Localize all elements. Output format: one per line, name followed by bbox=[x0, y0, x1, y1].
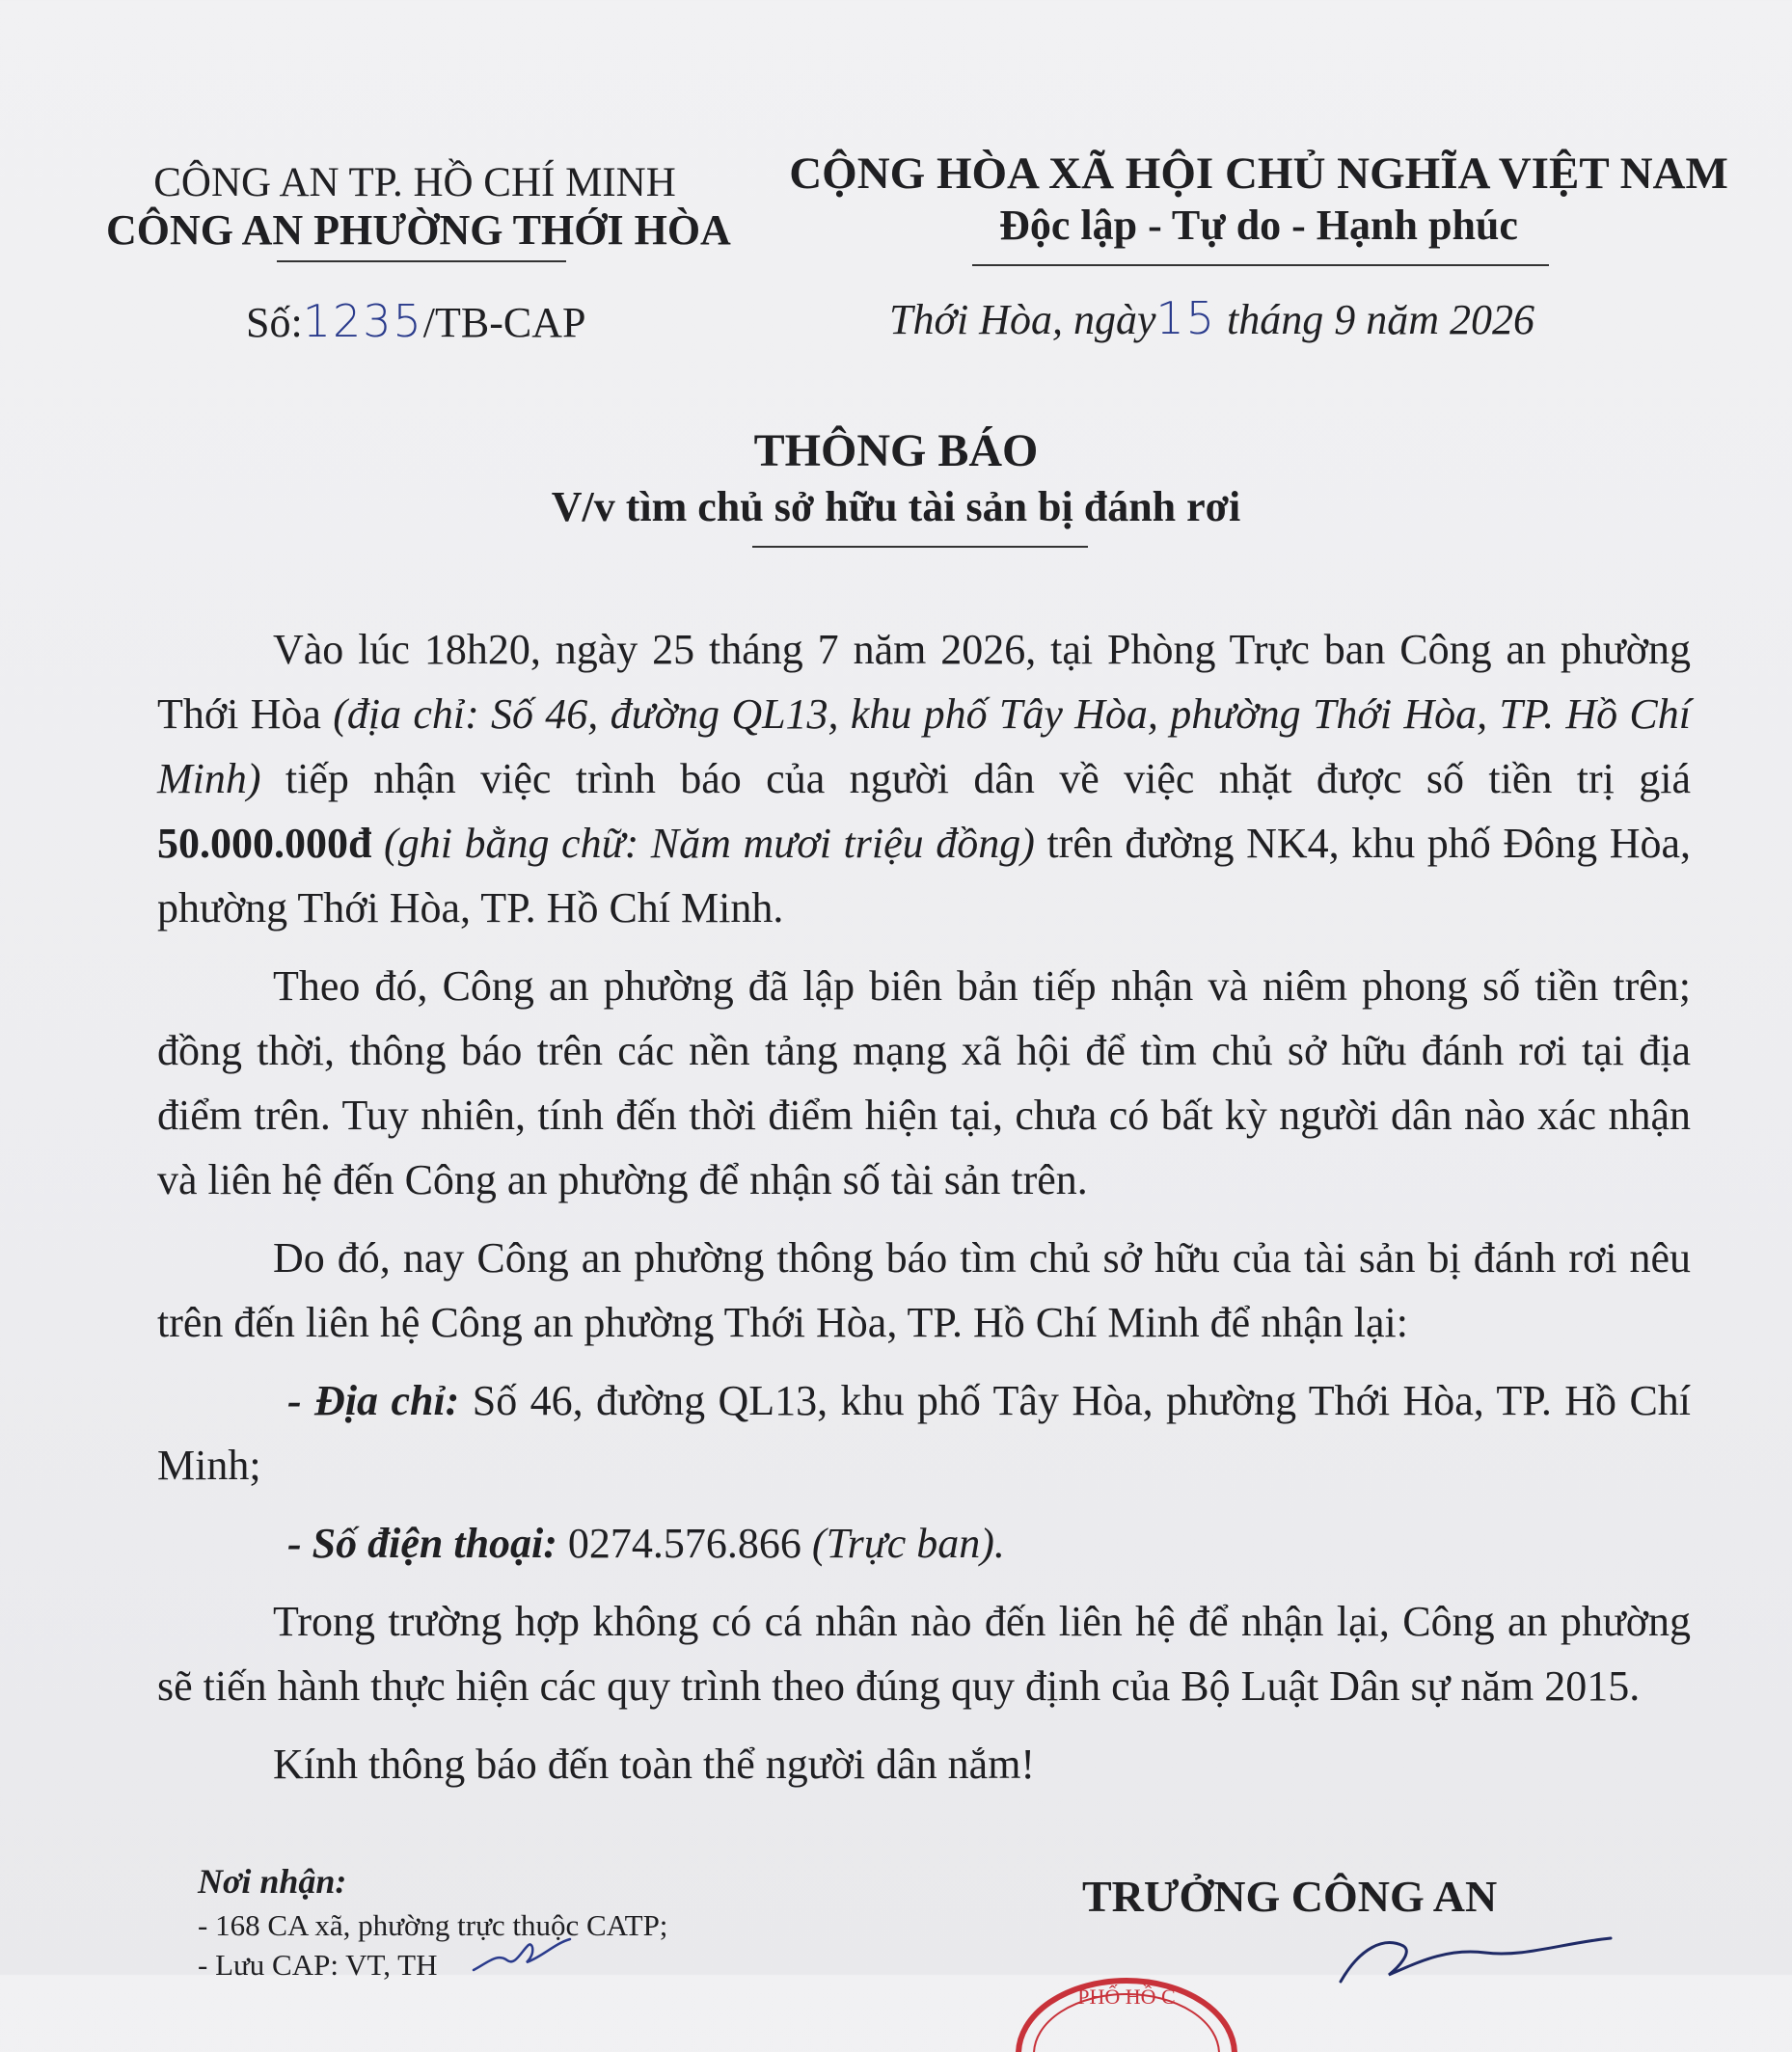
paragraph-legal: Trong trường hợp không có cá nhân nào đến liên hệ để nhận lại, Công an phường sẽ tiến hành thực hiện các quy trình theo đúng quy định của Bộ Luật Dân sự năm 2015. bbox=[157, 1598, 1691, 1710]
notice-body bbox=[157, 617, 1691, 1810]
national-title: CỘNG HÒA XÃ HỘI CHỦ NGHĨA VIỆT NAM bbox=[789, 148, 1728, 199]
date-day-handwritten: 15 bbox=[1155, 292, 1217, 344]
agency-parent: CÔNG AN TP. HỒ CHÍ MINH bbox=[153, 160, 676, 205]
paragraph-process: Theo đó, Công an phường đã lập biên bản tiếp nhận và niêm phong số tiền trên; đồng thời, thông báo trên các nền tảng mạng xã hội để tìm chủ sở hữu đánh rơi tại địa điểm trên. Tuy nhiên, tính đến thời điểm hiện tại, chưa có bất kỳ người dân nào xác nhận và liên hệ đến Công an phường để nhận số tài sản trên. bbox=[157, 962, 1691, 1203]
recipient-item: - 168 CA xã, phường trực thuộc CATP; bbox=[198, 1908, 668, 1942]
initials-signature bbox=[469, 1933, 575, 1977]
agency-underline bbox=[277, 260, 566, 262]
date-prefix: Thới Hòa, ngày bbox=[889, 296, 1156, 343]
p1-amount: 50.000.000đ bbox=[157, 820, 372, 867]
signer-title: TRƯỞNG CÔNG AN bbox=[1082, 1872, 1498, 1921]
doc-number-prefix: Số: bbox=[246, 299, 303, 346]
issue-date bbox=[889, 292, 1534, 344]
phone-value: 0274.576.866 bbox=[557, 1520, 812, 1567]
doc-number-suffix: /TB-CAP bbox=[422, 299, 586, 346]
address-value: Số 46, đường QL13, khu phố Tây Hòa, phường Thới Hòa, TP. Hồ Chí Minh; bbox=[157, 1377, 1692, 1489]
notice-title: THÔNG BÁO bbox=[753, 425, 1039, 476]
notice-subject: V/v tìm chủ sở hữu tài sản bị đánh rơi bbox=[551, 483, 1241, 530]
agency-name: CÔNG AN PHƯỜNG THỚI HÒA bbox=[106, 206, 731, 254]
p1-text-b: tiếp nhận việc trình báo của người dân về việc nhặt được số tiền trị giá bbox=[260, 755, 1691, 802]
stamp-text: PHỐ HỒ C bbox=[1077, 1984, 1176, 2009]
contact-phone bbox=[157, 1511, 1691, 1576]
handwritten-signature bbox=[1331, 1929, 1620, 1986]
p1-text-a: Vào lúc 18h20, ngày 25 tháng 7 năm 2026, tại Phòng Trực ban Công an phường Thới Hòa bbox=[157, 626, 1691, 738]
paragraph-incident bbox=[157, 617, 1691, 940]
contact-address bbox=[157, 1368, 1691, 1498]
paragraph-request: Do đó, nay Công an phường thông báo tìm chủ sở hữu của tài sản bị đánh rơi nêu trên đến liên hệ Công an phường Thới Hòa, TP. Hồ Chí Minh để nhận lại: bbox=[157, 1234, 1691, 1346]
official-stamp bbox=[1011, 1936, 1242, 2052]
recipients-label: Nơi nhận: bbox=[198, 1862, 347, 1901]
paragraph-closing: Kính thông báo đến toàn thể người dân nắm! bbox=[273, 1741, 1036, 1788]
date-suffix: tháng 9 năm 2026 bbox=[1216, 296, 1535, 343]
national-motto: Độc lập - Tự do - Hạnh phúc bbox=[999, 202, 1518, 249]
motto-underline bbox=[972, 264, 1549, 266]
phone-label: - Số điện thoại: bbox=[287, 1520, 557, 1567]
p1-address: (địa chỉ: Số 46, đường QL13, khu phố Tây Hòa, phường Thới Hòa, TP. Hồ Chí Minh) bbox=[157, 690, 1691, 802]
address-label: - Địa chỉ: bbox=[287, 1377, 460, 1424]
recipient-item: - Lưu CAP: VT, TH bbox=[198, 1948, 438, 1982]
p1-amount-words: (ghi bằng chữ: Năm mươi triệu đồng) bbox=[371, 820, 1035, 867]
p1-text-c: trên đường NK4, khu phố Đông Hòa, phường Thới Hòa, TP. Hồ Chí Minh. bbox=[157, 820, 1691, 932]
document-number bbox=[246, 295, 585, 347]
doc-number-handwritten: 1235 bbox=[302, 295, 423, 347]
subject-underline bbox=[752, 546, 1088, 548]
phone-note: (Trực ban). bbox=[811, 1520, 1005, 1567]
